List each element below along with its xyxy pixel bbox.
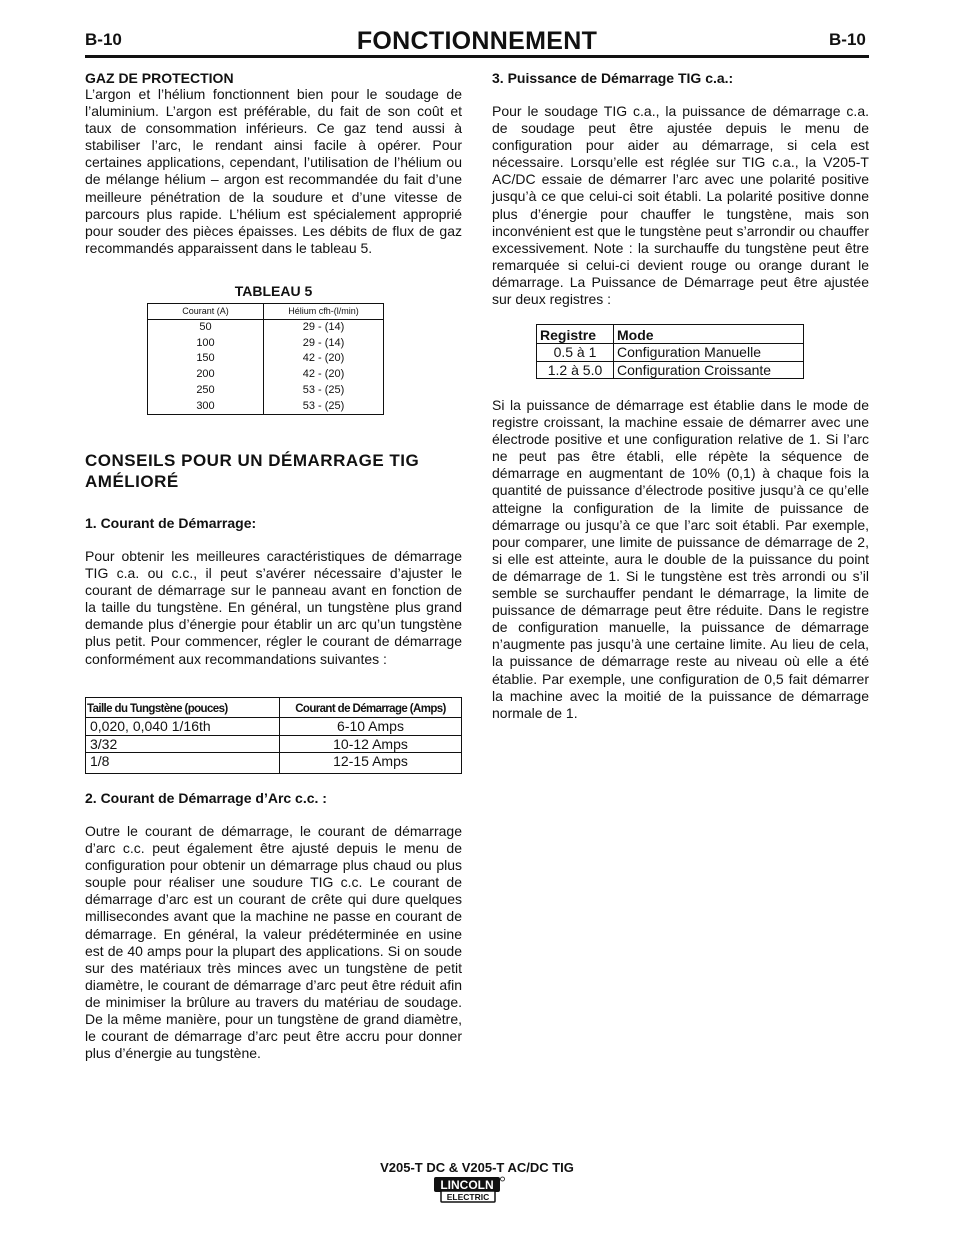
table-row	[86, 735, 462, 753]
table-row	[86, 718, 462, 736]
table-row	[148, 319, 384, 335]
table5-cell: 100	[148, 335, 264, 351]
left-column	[85, 70, 462, 299]
table5-cell: 42 - (20)	[302, 368, 345, 381]
s1-paragraph: Pour obtenir les meilleures caractéristiques de démarrage TIG c.a. ou c.c., il peut s’avérer nécessaire d’ajuster le courant de démarrage sur le panneau avant en fonction de la taille du tungstène. En général, un tungstène plus grand demande plus d’énergie pour établir un arc qu’un tungstène plus petit. Pour commencer, régler le courant de démarrage conformément aux recommandations suivantes :	[85, 548, 462, 667]
table5-header-current: Courant (A)	[148, 304, 264, 320]
table-5	[147, 303, 384, 415]
tungsten-cell: 6-10 Amps	[280, 718, 462, 736]
right-column	[492, 70, 869, 308]
register-cell: Configuration Croissante	[617, 361, 772, 378]
tips-title: CONSEILS POUR UN DÉMARRAGE TIG AMÉLIORÉ	[85, 451, 420, 491]
table5-cell: 250	[148, 383, 264, 399]
table5-cell: 50	[148, 319, 264, 335]
table5-cell: 200	[148, 367, 264, 383]
tungsten-header-current: Courant de Démarrage (Amps)	[280, 698, 462, 718]
tungsten-cell: 10-12 Amps	[280, 735, 462, 753]
table5-cell: 29 - (14)	[302, 336, 345, 349]
table5-title: TABLEAU 5	[234, 282, 313, 299]
gas-heading: GAZ DE PROTECTION	[85, 70, 234, 86]
logo-text-bottom: ELECTRIC	[446, 1192, 490, 1202]
tungsten-header-size: Taille du Tungstène (pouces)	[86, 698, 280, 718]
table-row	[148, 398, 384, 414]
table-row	[148, 367, 384, 383]
register-header-mode: Mode	[614, 325, 804, 344]
tungsten-cell: 1/8	[86, 753, 280, 774]
page-title: FONCTIONNEMENT	[356, 27, 598, 55]
tungsten-table	[85, 697, 462, 774]
logo-icon	[433, 1176, 505, 1203]
register-table	[536, 324, 804, 379]
table5-cell: 53 - (25)	[302, 399, 345, 412]
table5-cell: 29 - (14)	[302, 321, 345, 334]
table-row	[537, 344, 804, 362]
s3-block-2	[492, 397, 869, 722]
lincoln-electric-logo	[433, 1176, 505, 1203]
register-cell: Configuration Manuelle	[614, 344, 804, 362]
table-row	[86, 753, 462, 774]
table-row	[148, 351, 384, 367]
page-number-left: B-10	[85, 30, 122, 49]
gas-paragraph: L’argon et l’hélium fonctionnent bien pour le soudage de l’aluminium. L’argon est préférable, du fait de son coût et taux de consommation inférieurs. Ce gaz tend aussi à stabiliser l’arc, le rendant ainsi facile à opérer. Pour certaines applications, cependant, l’utilisation de l’hélium ou de mélange hélium – argon est recommandée du fait d’une meilleure pénétration de la soudure et d’une vitesse de parcours plus rapide. L’hélium est spécialement approprié pour souder des pièces épaisses. Les débits de flux de gaz recommandés apparaissent dans le tableau 5.	[85, 86, 462, 256]
table-row	[148, 383, 384, 399]
s3-heading: 3. Puissance de Démarrage TIG c.a.:	[492, 70, 734, 86]
page-number-right: B-10	[829, 30, 866, 49]
s1-heading: 1. Courant de Démarrage:	[85, 515, 257, 531]
table-row	[537, 361, 804, 379]
s3-paragraph-2: Si la puissance de démarrage est établie dans le mode de registre croissant, la machine essaie de démarrer avec une électrode positive et une configuration relative de 1. Si l’arc ne peut pas être établi, elle répète la séquence de démarrage en augmentant de 10% (0,1) à chaque fois la quantité de puissance d’électrode positive jusqu’à ce qu’elle atteigne la configuration de la limite de puissance de démarrage ou jusqu’à ce que l’arc soit établi. Par exemple, pour comparer, une limite de puissance de démarrage de 2, si elle est atteinte, aura le double de la puissance du point de démarrage de 1. Si le tungstène est très arrondi ou s’il semble se surchauffer pendant le démarrage, la limite de puissance de démarrage peut être réduite. Dans le registre de configuration manuelle, la puissance de démarrage n’augmente pas jusqu’à une certaine limite. Au lieu de cela, la puissance de démarrage reste au niveau où elle a été établie. Par exemple, une configuration de 0,5 fait démarrer la machine avec la moitié de la puissance de démarrage normale de 1.	[492, 397, 869, 721]
table5-header-helium: Hélium cfh-(l/min)	[264, 304, 384, 320]
header-rule	[85, 55, 869, 58]
register-header-registre: Registre	[537, 325, 614, 344]
s3-paragraph: Pour le soudage TIG c.a., la puissance de démarrage c.a. de soudage peut être ajustée depuis le menu de configuration pour aider au démarrage, si cela est nécessaire. Lorsqu’elle est réglée sur TIG c.a., la V205-T AC/DC essaie de démarrer l’arc avec une polarité positive jusqu’à ce que celui-ci soit établi. La polarité positive donne plus d’énergie pour chauffer le tungstène, mais son inconvénient est que le tungstène peut s’arrondir ou chauffer excessivement. Note : la surchauffe du tungstène peut être remarquée si celui-ci devient rouge ou orange durant le démarrage. La Puissance de Démarrage peut être ajustée sur deux registres :	[492, 103, 869, 308]
logo-text-top: LINCOLN	[440, 1178, 494, 1192]
table5-cell: 53 - (25)	[302, 383, 345, 396]
table-row	[148, 335, 384, 351]
register-cell: 1.2 à 5.0	[537, 361, 614, 379]
tungsten-cell: 0,020, 0,040 1/16th	[86, 718, 280, 736]
s2-block	[85, 790, 462, 1062]
table5-cell: 150	[148, 351, 264, 367]
s2-paragraph: Outre le courant de démarrage, le courant de démarrage d’arc c.c. peut également être ajusté depuis le menu de configuration pour obtenir un démarrage plus chaud ou plus souple pour réaliser une soudure TIG c.c. Le courant de démarrage d’arc est un courant de crête qui dure quelques millisecondes avant que la machine ne passe en courant de démarrage. En général, la valeur prédéterminée en usine est de 40 amps pour la plupart des applications. Si on soude sur des matériaux très minces avec un tungstène de petit diamètre, le courant de démarrage d’arc peut être réduit afin de minimiser la brûlure au travers du matériau de soudage. De la même manière, pour un tungstène de grand diamètre, le courant de démarrage d’arc peut être accru pour donner plus d’énergie au tungstène.	[85, 823, 462, 1062]
table5-cell: 300	[148, 398, 264, 414]
register-cell: 0.5 à 1	[537, 344, 614, 362]
tungsten-cell: 3/32	[86, 735, 280, 753]
table5-cell: 42 - (20)	[302, 352, 345, 365]
s2-heading: 2. Courant de Démarrage d’Arc c.c. :	[85, 790, 327, 806]
tungsten-cell: 12-15 Amps	[333, 753, 408, 769]
footer-model: V205-T DC & V205-T AC/DC TIG	[380, 1160, 574, 1175]
tips-block	[85, 450, 462, 668]
